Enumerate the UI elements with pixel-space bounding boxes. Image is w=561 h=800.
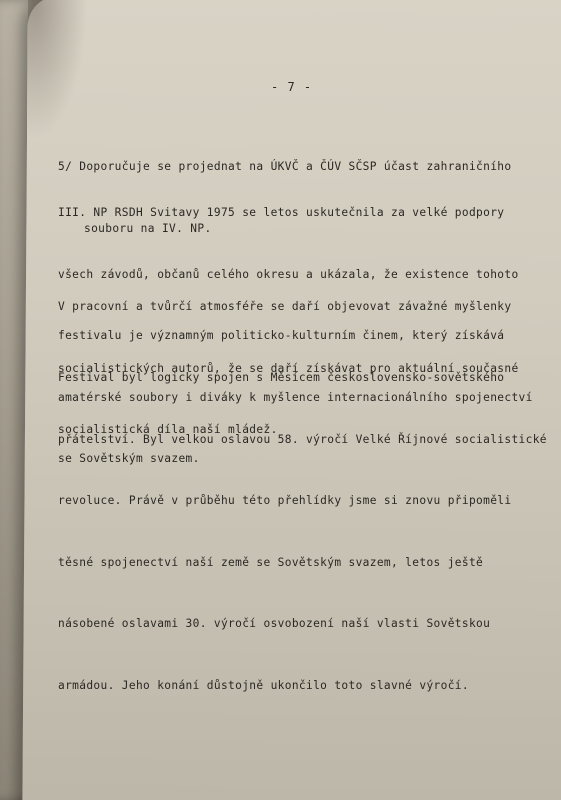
text-line: Festival byl logicky spojen s Měsícem československo-sovětského bbox=[58, 371, 505, 384]
text-line: revoluce. Právě v průběhu této přehlídky jsme si znovu připoměli bbox=[58, 494, 512, 507]
text-line: 5/ Doporučuje se projednat na ÚKVČ a ČÚV SČSP účast zahraničního bbox=[58, 160, 512, 173]
text-line: přátelství. Byl velkou oslavou 58. výročí Velké Říjnové socialistické bbox=[58, 432, 547, 446]
text-line: III. NP RSDH Svitavy 1975 se letos uskutečnila za velké podpory bbox=[58, 206, 505, 219]
text-line: těsné spojenectví naší země se Sovětským svazem, letos ještě bbox=[58, 555, 484, 569]
text-line: armádou. Jeho konání důstojně ukončilo toto slavné výročí. bbox=[58, 678, 469, 692]
text-line: festivalu je významným politicko-kulturním činem, který získává bbox=[58, 329, 505, 342]
text-line: se Sovětským svazem. bbox=[58, 452, 200, 465]
text-line: socialistická díla naší mládež. bbox=[58, 423, 278, 436]
paragraph-4 bbox=[58, 327, 547, 737]
text-line: socialistických autorů, že se daří získávat pro aktuální současné bbox=[58, 361, 519, 375]
text-line: V pracovní a tvůrčí atmosféře se daří objevovat závažné myšlenky bbox=[58, 300, 512, 313]
text-line: souboru na IV. NP. bbox=[84, 221, 212, 235]
text-line: všech závodů, občanů celého okresu a ukázala, že existence tohoto bbox=[58, 267, 519, 281]
text-line: amatérské soubory i diváky k myšlence internacionálního spojenectví bbox=[58, 390, 533, 404]
text-line: násobené oslavami 30. výročí osvobození naší vlasti Sovětskou bbox=[58, 617, 491, 630]
page-number: - 7 - bbox=[271, 80, 313, 94]
